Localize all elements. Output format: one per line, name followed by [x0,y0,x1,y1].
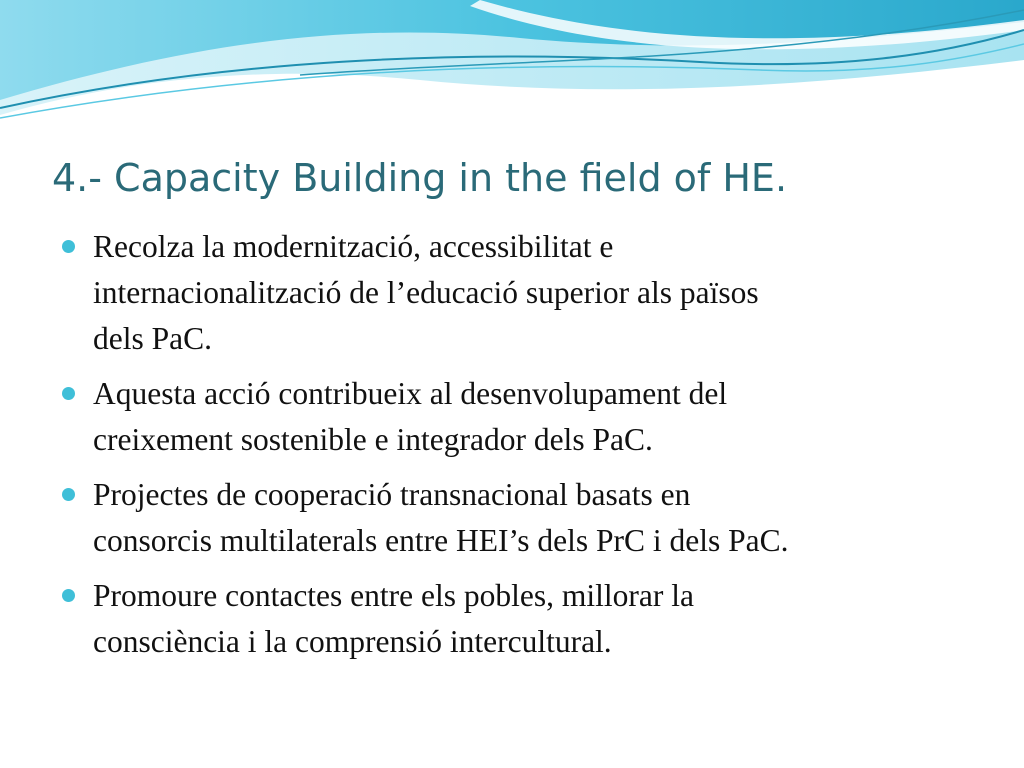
bullet-item [62,224,962,362]
bullet-dot-icon [62,488,75,501]
bullet-line: Recolza la modernització, accessibilitat e [93,229,614,264]
bullet-list [62,224,962,674]
bullet-line: Aquesta acció contribueix al desenvolupament del [93,376,728,411]
decorative-wave-banner [0,0,1024,125]
bullet-dot-icon [62,387,75,400]
bullet-line: Promoure contactes entre els pobles, millorar la [93,578,694,613]
bullet-item [62,472,962,564]
slide-title: 4.- Capacity Building in the field of HE. [52,156,788,200]
bullet-item [62,371,962,463]
bullet-line: Projectes de cooperació transnacional basats en [93,477,691,512]
bullet-line: consciència i la comprensió intercultural. [93,624,612,659]
bullet-line: internacionalització de l’educació superior als països [93,275,759,310]
bullet-line: creixement sostenible e integrador dels PaC. [93,422,653,457]
bullet-dot-icon [62,589,75,602]
bullet-item [62,573,962,665]
bullet-dot-icon [62,240,75,253]
bullet-line: dels PaC. [93,321,213,356]
bullet-line: consorcis multilaterals entre HEI’s dels PrC i dels PaC. [93,523,789,558]
